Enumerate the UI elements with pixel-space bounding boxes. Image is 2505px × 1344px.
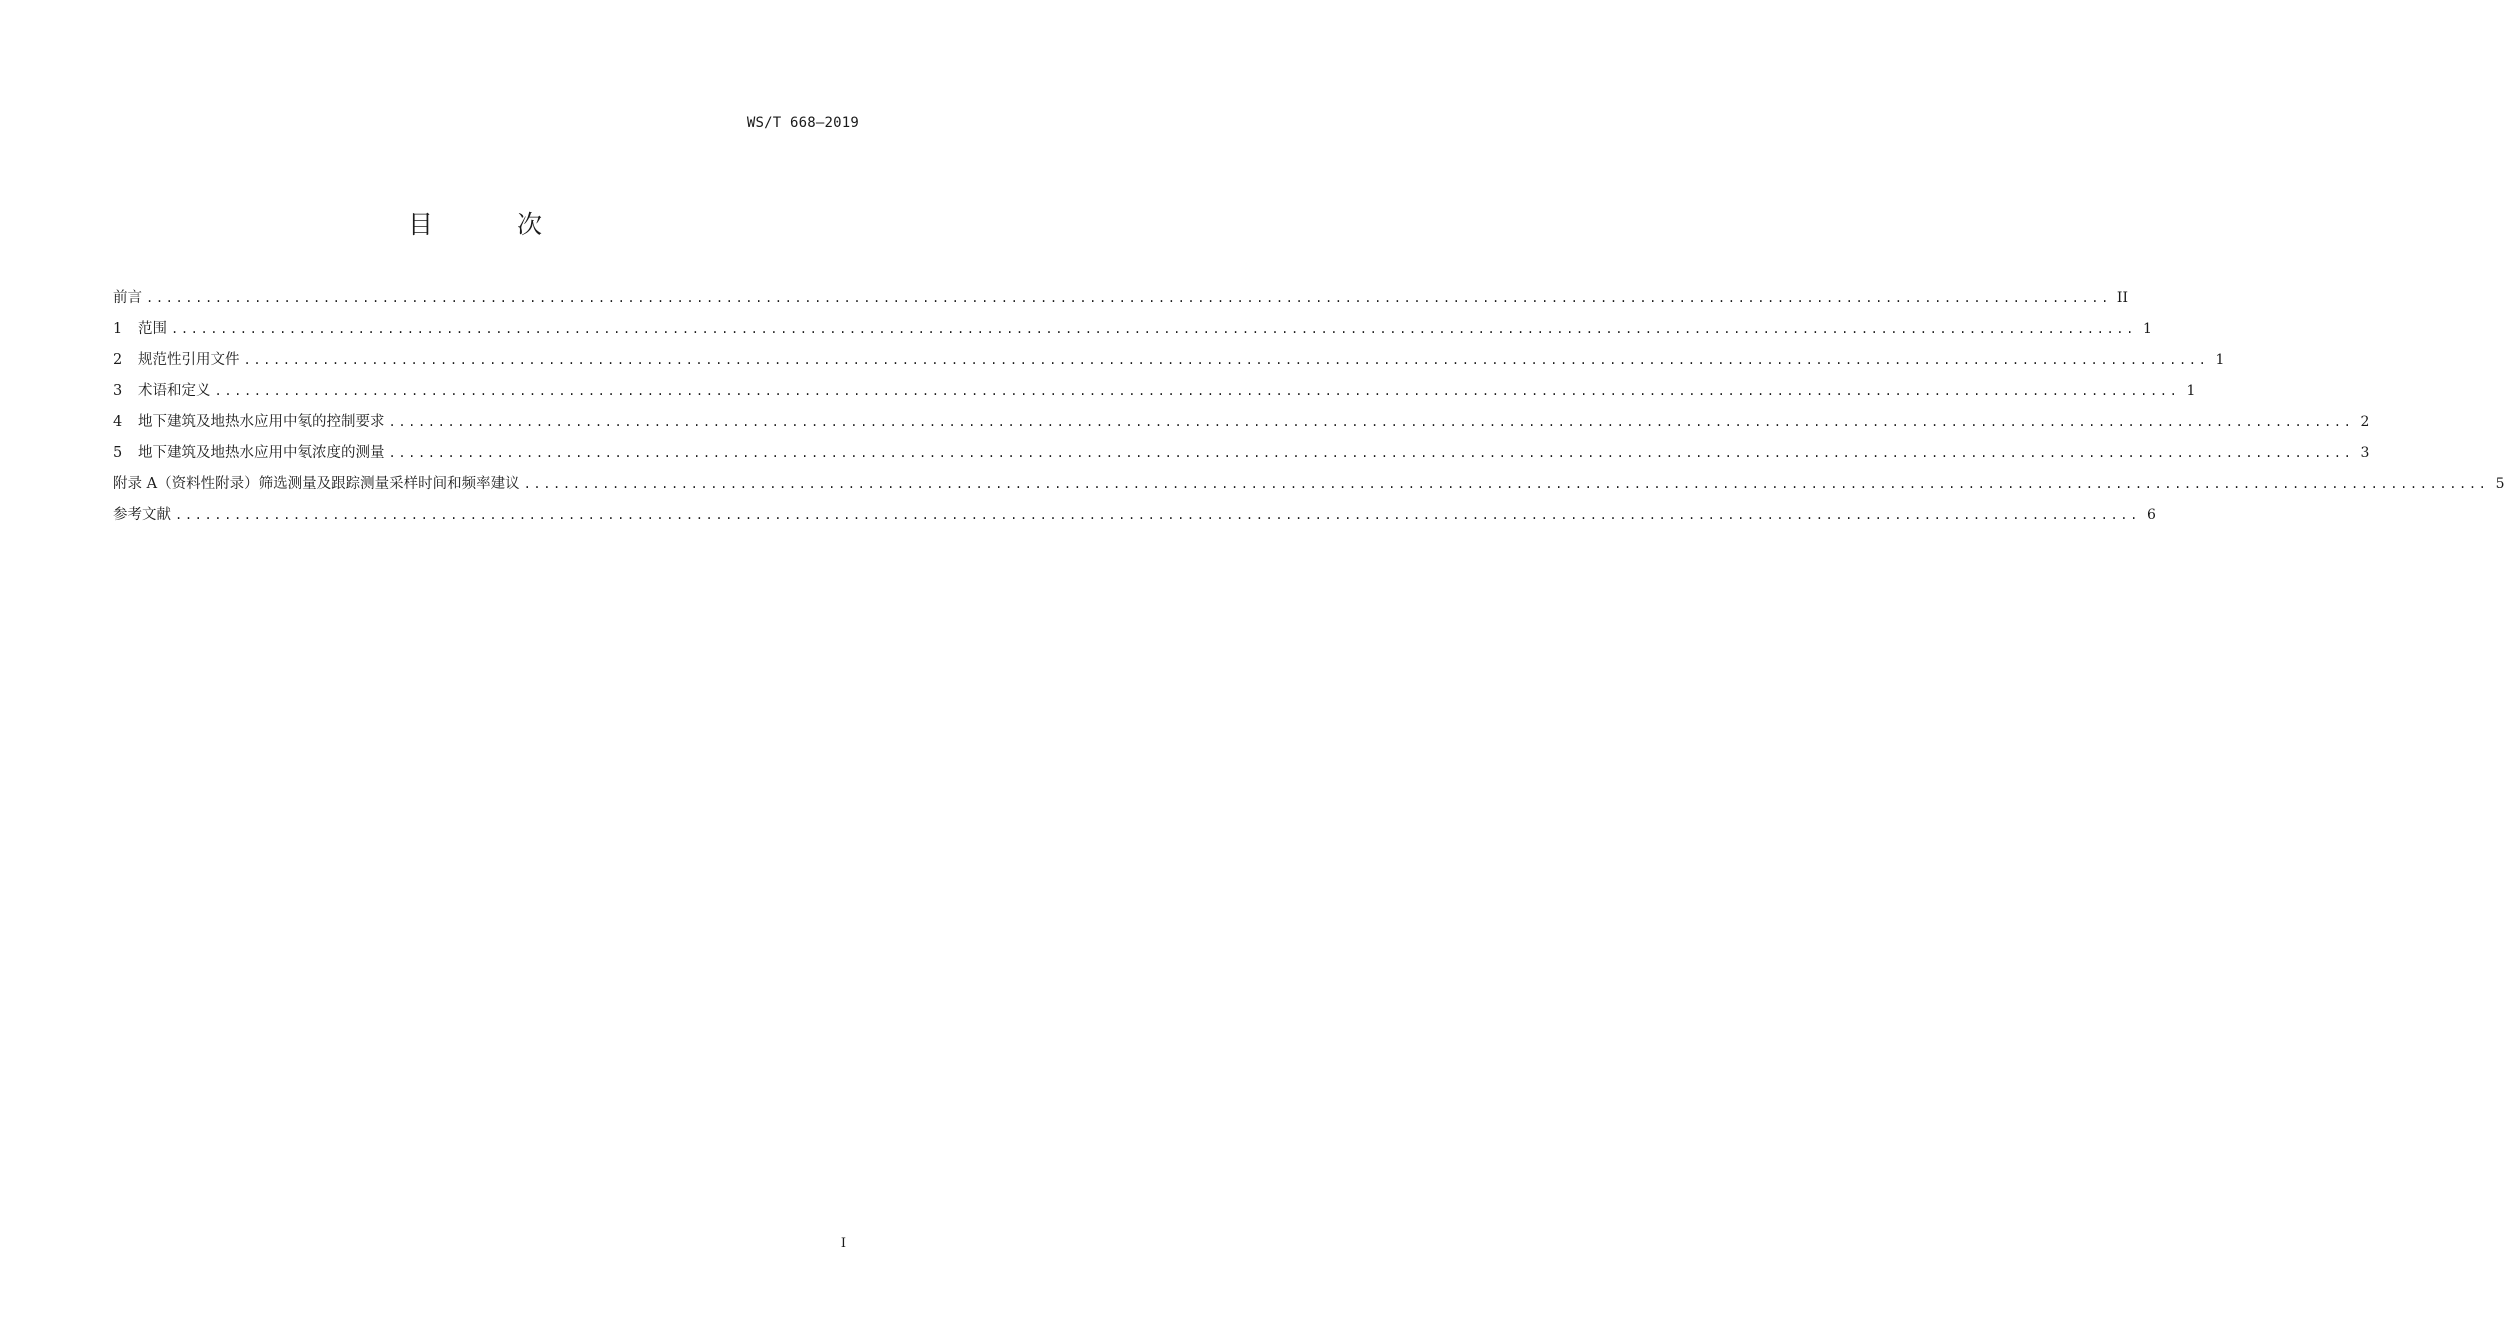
toc-entry-page: 3	[2360, 445, 2370, 461]
toc-entry-page: 1	[2143, 321, 2152, 337]
toc-entry-bibliography[interactable]	[113, 502, 2156, 533]
toc-entry-page: 2	[2360, 414, 2370, 430]
toc-entry-page: 6	[2147, 507, 2156, 523]
dot-leader: ........................................................................................................................................................................................................	[243, 353, 2209, 367]
dot-leader: ........................................................................................................................................................................................................	[146, 291, 2111, 305]
toc-entry-title: 附录 A（资料性附录）筛选测量及跟踪测量采样时间和频率建议	[113, 476, 520, 492]
toc-entry-title: 前言	[113, 290, 142, 306]
table-of-contents	[113, 285, 2505, 533]
toc-entry-page: II	[2116, 290, 2128, 306]
toc-entry-title: 地下建筑及地热水应用中氡的控制要求	[138, 414, 385, 430]
toc-entry-page: 1	[2186, 383, 2196, 399]
toc-entry-number: 1	[113, 321, 123, 337]
dot-leader: ........................................................................................................................................................................................................	[523, 477, 2489, 491]
toc-entry-number: 4	[113, 414, 123, 430]
toc-entry-control-requirements[interactable]	[113, 409, 2370, 440]
page-number: I	[840, 1236, 846, 1251]
toc-entry-appendix-a[interactable]	[113, 471, 2505, 502]
toc-entry-number: 5	[113, 445, 123, 461]
toc-entry-measurement[interactable]	[113, 440, 2370, 471]
toc-entry-title: 范围	[138, 321, 167, 337]
toc-entry-scope[interactable]	[113, 316, 2152, 347]
toc-entry-page: 1	[2215, 352, 2225, 368]
toc-entry-page: 5	[2495, 476, 2505, 492]
dot-leader: ........................................................................................................................................................................................................	[214, 384, 2180, 398]
dot-leader: ........................................................................................................................................................................................................	[175, 508, 2140, 522]
toc-entry-number: 3	[113, 383, 123, 399]
toc-entry-number: 2	[113, 352, 123, 368]
toc-entry-terms-definitions[interactable]	[113, 378, 2196, 409]
toc-entry-title: 规范性引用文件	[138, 352, 240, 368]
toc-entry-title: 参考文献	[113, 507, 171, 523]
dot-leader: ........................................................................................................................................................................................................	[388, 446, 2354, 460]
toc-entry-normative-references[interactable]	[113, 347, 2225, 378]
page-title: 目 次	[408, 210, 580, 239]
toc-entry-foreword[interactable]	[113, 285, 2128, 316]
standard-code: WS/T 668—2019	[746, 115, 859, 131]
toc-entry-title: 术语和定义	[138, 383, 211, 399]
toc-entry-title: 地下建筑及地热水应用中氡浓度的测量	[138, 445, 385, 461]
dot-leader: ........................................................................................................................................................................................................	[388, 415, 2354, 429]
dot-leader: ........................................................................................................................................................................................................	[171, 322, 2136, 336]
